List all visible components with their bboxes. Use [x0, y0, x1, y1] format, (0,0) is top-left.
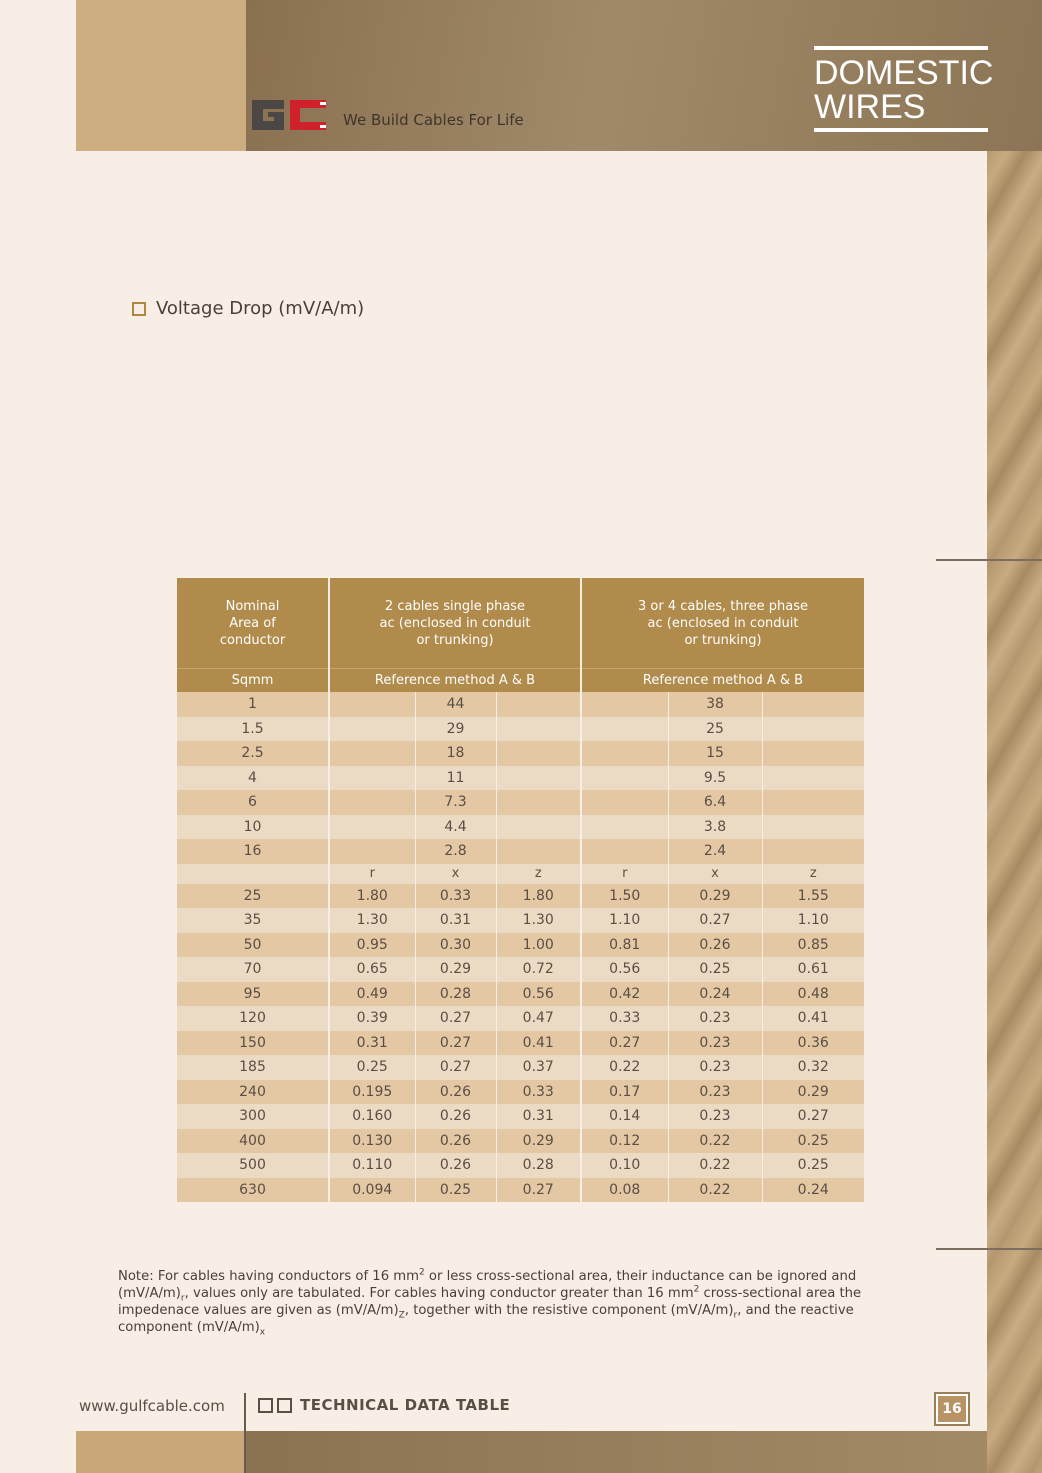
footer-section-label: TECHNICAL DATA TABLE — [258, 1396, 510, 1414]
square-icon — [277, 1398, 292, 1413]
table-cell: 1.50 — [581, 884, 668, 909]
table-row — [177, 933, 864, 958]
header-three-phase: 3 or 4 cables, three phase ac (enclosed in conduit or trunking) — [581, 578, 864, 668]
header-nominal-area: Nominal Area of conductor — [177, 578, 329, 668]
table-cell: 0.39 — [329, 1006, 415, 1031]
table-cell: 0.24 — [668, 982, 762, 1007]
table-cell: 95 — [177, 982, 329, 1007]
table-row: 6 7.3 6.4 — [177, 790, 864, 815]
table-cell: 1.10 — [581, 908, 668, 933]
table-cell: 0.26 — [415, 1129, 496, 1154]
page-number: 16 — [936, 1394, 968, 1424]
table-cell: 0.23 — [668, 1055, 762, 1080]
table-cell: 0.33 — [581, 1006, 668, 1031]
strip-divider — [936, 559, 1042, 561]
table-cell: 0.41 — [496, 1031, 581, 1056]
table-cell: 0.195 — [329, 1080, 415, 1105]
table-row — [177, 957, 864, 982]
table-row: 1.5 29 25 — [177, 717, 864, 742]
table-cell: 0.160 — [329, 1104, 415, 1129]
table-cell: 0.27 — [581, 1031, 668, 1056]
brand-title-line2: WIRES — [814, 88, 926, 126]
table-cell: 0.22 — [581, 1055, 668, 1080]
table-row: 10 4.4 3.8 — [177, 815, 864, 840]
header-single-phase: 2 cables single phase ac (enclosed in conduit or trunking) — [329, 578, 581, 668]
table-cell: 0.25 — [762, 1129, 864, 1154]
table-cell: 0.31 — [415, 908, 496, 933]
table-row — [177, 1006, 864, 1031]
table-row — [177, 1080, 864, 1105]
table-cell: 0.26 — [415, 1153, 496, 1178]
table-cell: 0.29 — [415, 957, 496, 982]
footer-band-right — [244, 1431, 987, 1473]
table-cell: 0.23 — [668, 1006, 762, 1031]
table-cell: 0.23 — [668, 1080, 762, 1105]
table-cell: 0.26 — [668, 933, 762, 958]
table-cell: 0.36 — [762, 1031, 864, 1056]
table-row: 16 2.8 2.4 — [177, 839, 864, 864]
table-cell: 0.32 — [762, 1055, 864, 1080]
table-cell: 1.10 — [762, 908, 864, 933]
strip-divider — [936, 1248, 1042, 1250]
table-cell: 0.47 — [496, 1006, 581, 1031]
footer-divider — [244, 1393, 246, 1473]
table-cell: 0.85 — [762, 933, 864, 958]
table-cell: 1.80 — [496, 884, 581, 909]
table-cell: 0.24 — [762, 1178, 864, 1203]
square-icon — [258, 1398, 273, 1413]
table-cell: 0.25 — [668, 957, 762, 982]
table-cell: 0.27 — [496, 1178, 581, 1203]
table-row — [177, 1104, 864, 1129]
table-cell: 0.14 — [581, 1104, 668, 1129]
table-cell: 0.30 — [415, 933, 496, 958]
table-cell: 0.130 — [329, 1129, 415, 1154]
table-row — [177, 1055, 864, 1080]
table-cell: 0.12 — [581, 1129, 668, 1154]
table-cell: 0.25 — [415, 1178, 496, 1203]
table-cell: 0.41 — [762, 1006, 864, 1031]
table-cell: 0.25 — [762, 1153, 864, 1178]
table-cell: 120 — [177, 1006, 329, 1031]
table-cell: 0.29 — [496, 1129, 581, 1154]
table-cell: 0.37 — [496, 1055, 581, 1080]
table-cell: 0.22 — [668, 1129, 762, 1154]
table-cell: 0.094 — [329, 1178, 415, 1203]
table-cell: 1.00 — [496, 933, 581, 958]
table-cell: 1.80 — [329, 884, 415, 909]
table-cell: 0.65 — [329, 957, 415, 982]
table-cell: 1.30 — [496, 908, 581, 933]
table-cell: 0.22 — [668, 1153, 762, 1178]
table-row: 2.5 18 15 — [177, 741, 864, 766]
table-cell: 0.81 — [581, 933, 668, 958]
table-cell: 0.27 — [668, 908, 762, 933]
square-bullet-icon — [132, 302, 146, 316]
subheader-reference-three: Reference method A & B — [581, 668, 864, 692]
table-cell: 1.30 — [329, 908, 415, 933]
table-cell: 0.27 — [762, 1104, 864, 1129]
table-cell: 300 — [177, 1104, 329, 1129]
table-cell: 0.110 — [329, 1153, 415, 1178]
section-title: Voltage Drop (mV/A/m) — [156, 298, 365, 319]
table-note: Note: For cables having conductors of 16 $mm^2$ or less cross-sectional area, their inductance can be ignored and $(mV/A/m)_r$, values only are tabulated. For cables having conductor greater than 16 $mm^2$ cross-sectional area the impedenace values are given as $(mV/A/m)_Z$, together with the resistive component $(mV/A/m)_r$, and the reactive component $(mV/A/m)_x$ — [118, 1267, 862, 1338]
table-cell: 0.23 — [668, 1104, 762, 1129]
table-cell: 0.33 — [496, 1080, 581, 1105]
table-cell: 0.31 — [496, 1104, 581, 1129]
table-cell: 185 — [177, 1055, 329, 1080]
table-cell: 0.22 — [668, 1178, 762, 1203]
table-cell: 0.95 — [329, 933, 415, 958]
table-row: 1 44 38 — [177, 692, 864, 717]
table-cell: 0.33 — [415, 884, 496, 909]
table-row — [177, 884, 864, 909]
table-row — [177, 908, 864, 933]
table-cell: 0.42 — [581, 982, 668, 1007]
table-row: 4 11 9.5 — [177, 766, 864, 791]
table-cell: 630 — [177, 1178, 329, 1203]
table-cell: 240 — [177, 1080, 329, 1105]
brand-title — [814, 46, 994, 132]
gc-logo-icon — [250, 98, 328, 132]
table-cell: 0.48 — [762, 982, 864, 1007]
table-cell: 0.27 — [415, 1006, 496, 1031]
table-cell: 0.28 — [415, 982, 496, 1007]
table-cell: 0.31 — [329, 1031, 415, 1056]
footer-band-left — [76, 1431, 244, 1473]
table-cell: 400 — [177, 1129, 329, 1154]
table-row — [177, 1129, 864, 1154]
table-row — [177, 982, 864, 1007]
voltage-drop-table — [177, 578, 864, 1202]
table-cell: 0.61 — [762, 957, 864, 982]
subheader-unit: Sqmm — [177, 668, 329, 692]
table-cell: 0.26 — [415, 1104, 496, 1129]
brand-title-line1: DOMESTIC — [814, 54, 994, 92]
table-row — [177, 1153, 864, 1178]
wood-texture-strip — [987, 151, 1042, 1473]
table-cell: 0.25 — [329, 1055, 415, 1080]
subheader-reference-single: Reference method A & B — [329, 668, 581, 692]
table-cell: 500 — [177, 1153, 329, 1178]
table-cell: 50 — [177, 933, 329, 958]
table-cell: 0.28 — [496, 1153, 581, 1178]
table-cell: 150 — [177, 1031, 329, 1056]
table-cell: 70 — [177, 957, 329, 982]
section-heading — [132, 298, 364, 319]
table-cell: 0.56 — [496, 982, 581, 1007]
table-cell: 0.56 — [581, 957, 668, 982]
table-cell: 35 — [177, 908, 329, 933]
table-cell: 0.08 — [581, 1178, 668, 1203]
table-row — [177, 1178, 864, 1203]
component-label-row: r x z r x z — [177, 864, 864, 884]
table-cell: 0.29 — [762, 1080, 864, 1105]
table-cell: 0.49 — [329, 982, 415, 1007]
header-band-left — [76, 0, 246, 151]
table-row — [177, 1031, 864, 1056]
table-cell: 25 — [177, 884, 329, 909]
large-conductor-rows — [177, 884, 864, 1203]
table-cell: 1.55 — [762, 884, 864, 909]
table-cell: 0.26 — [415, 1080, 496, 1105]
table-cell: 0.27 — [415, 1031, 496, 1056]
table-cell: 0.27 — [415, 1055, 496, 1080]
tagline: We Build Cables For Life — [343, 111, 524, 129]
table-cell: 0.23 — [668, 1031, 762, 1056]
table-cell: 0.29 — [668, 884, 762, 909]
website-link[interactable]: www.gulfcable.com — [79, 1397, 225, 1415]
table-cell: 0.17 — [581, 1080, 668, 1105]
table-cell: 0.72 — [496, 957, 581, 982]
table-cell: 0.10 — [581, 1153, 668, 1178]
